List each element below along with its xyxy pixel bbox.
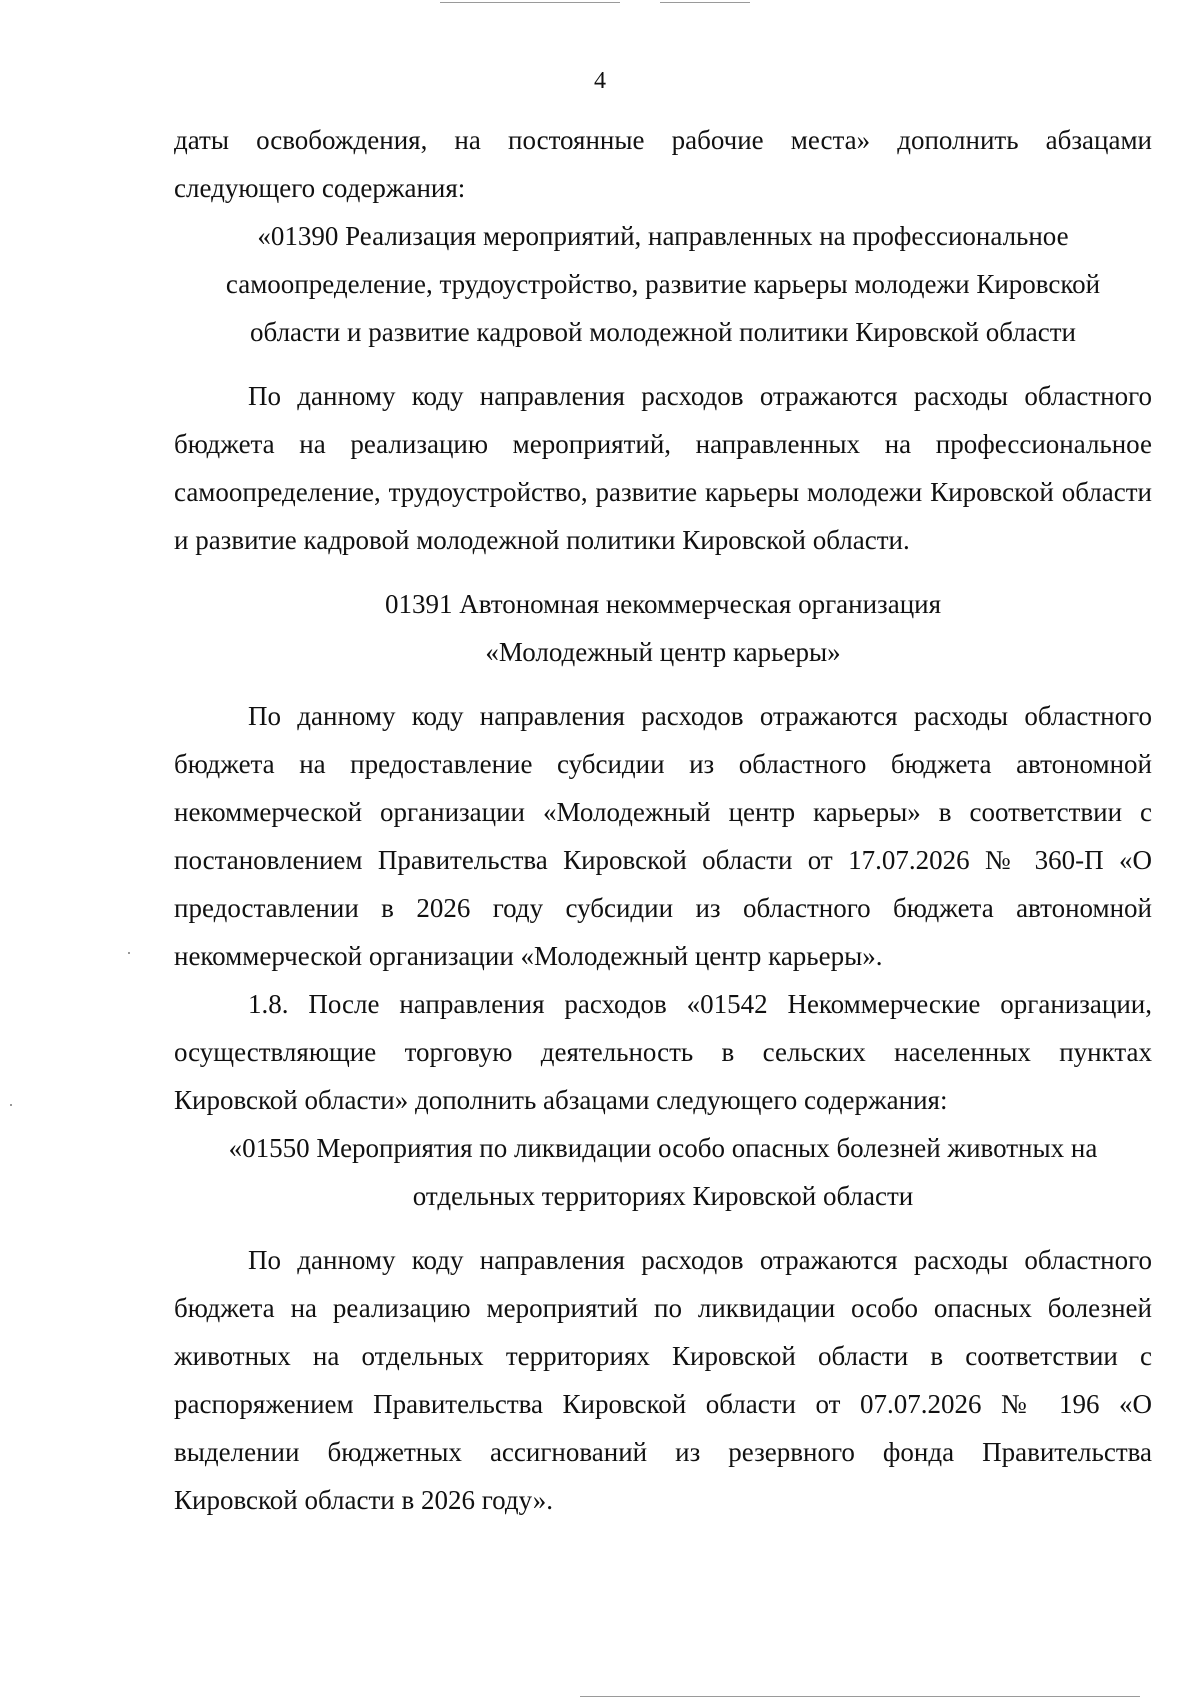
- heading-01391: 01391 Автономная некоммерческая организация «Молодежный центр карьеры»: [384, 589, 942, 667]
- scan-artifact-dot: [128, 952, 130, 954]
- heading-01390: «01390 Реализация мероприятий, направленных на профессиональное самоопределение, трудоустройство, развитие карьеры молодежи Кировской области и развитие кадровой молодежной политики Кировской области: [225, 221, 1101, 347]
- paragraph-item-1-8: 1.8. После направления расходов «01542 Некоммерческие организации, осуществляющие торговую деятельность в сельских населенных пунктах Кировской области» дополнить абзацами следующего содержания:: [174, 989, 1152, 1115]
- scan-artifact-bottom: [580, 1696, 1140, 1697]
- scan-artifact-top: [440, 2, 620, 3]
- paragraph-01391-description: По данному коду направления расходов отражаются расходы областного бюджета на предоставление субсидии из областного бюджета автономной некоммерческой организации «Молодежный центр карьеры» в соответствии с постановлением Правительства Кировской области от 17.07.2026 № 360-П «О предоставлении в 2026 году субсидии из областного бюджета автономной некоммерческой организации «Молодежный центр карьеры».: [174, 701, 1152, 971]
- scan-artifact-top-right: [660, 2, 750, 3]
- heading-01550: «01550 Мероприятия по ликвидации особо опасных болезней животных на отдельных территориях Кировской области: [228, 1133, 1098, 1211]
- paragraph-intro: даты освобождения, на постоянные рабочие места» дополнить абзацами следующего содержания:: [174, 125, 1152, 203]
- paragraph-01550-description: По данному коду направления расходов отражаются расходы областного бюджета на реализацию мероприятий по ликвидации особо опасных болезней животных на отдельных территориях Кировской области в соответствии с распоряжением Правительства Кировской области от 07.07.2026 № 196 «О выделении бюджетных ассигнований из резервного фонда Правительства Кировской области в 2026 году».: [174, 1245, 1152, 1515]
- scan-artifact-dot: [10, 1104, 12, 1106]
- paragraph-01390-description: По данному коду направления расходов отражаются расходы областного бюджета на реализацию мероприятий, направленных на профессиональное самоопределение, трудоустройство, развитие карьеры молодежи Кировской области и развитие кадровой молодежной политики Кировской области.: [174, 381, 1152, 555]
- page-number: 4: [594, 68, 606, 94]
- document-body: [174, 116, 1152, 1524]
